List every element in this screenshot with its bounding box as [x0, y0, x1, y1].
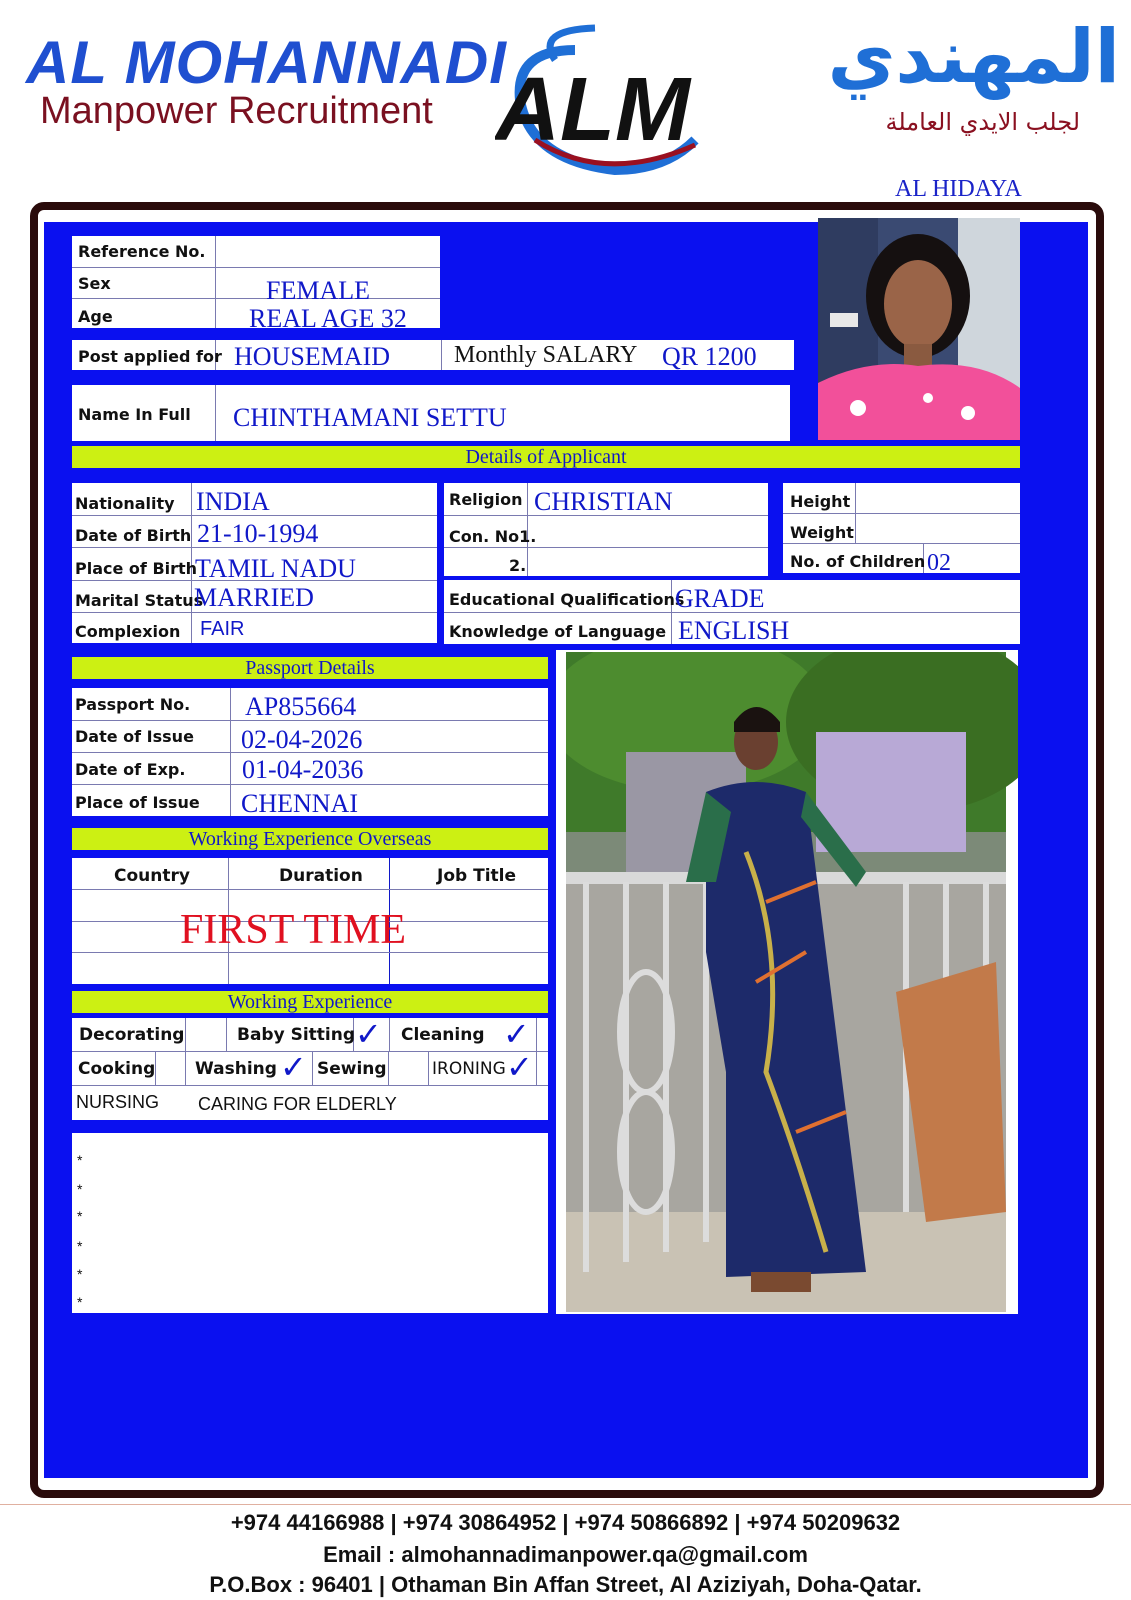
- column-duration: Duration: [279, 866, 363, 886]
- skill-baby-sitting: Baby Sitting: [237, 1025, 356, 1045]
- skill-decorating: Decorating: [79, 1025, 185, 1045]
- post-value: HOUSEMAID: [234, 342, 390, 371]
- column-job-title: Job Title: [437, 866, 516, 886]
- issue-place-value: CHENNAI: [241, 789, 358, 818]
- note-bullet: *: [77, 1152, 83, 1168]
- experience-title-bar: [72, 991, 548, 1013]
- ironing-check-icon: ✓: [506, 1048, 533, 1086]
- salary-label: Monthly SALARY: [454, 342, 638, 368]
- washing-check-icon: ✓: [280, 1048, 307, 1086]
- alm-logo: [495, 20, 730, 180]
- dob-label: Date of Birth: [75, 526, 192, 545]
- skill-sewing: Sewing: [317, 1059, 387, 1079]
- issue-date-value: 02-04-2026: [241, 725, 363, 754]
- experience-title: Working Experience: [227, 991, 393, 1013]
- complexion-label: Complexion: [75, 622, 181, 641]
- sex-label: Sex: [78, 274, 111, 293]
- issue-date-label: Date of Issue: [75, 727, 194, 746]
- con2-label: 2.: [509, 556, 527, 575]
- post-label: Post applied for: [78, 347, 222, 366]
- marital-label: Marital Status: [75, 591, 204, 610]
- dob-value: 21-10-1994: [197, 519, 319, 548]
- language-value: ENGLISH: [678, 616, 790, 645]
- age-value: REAL AGE 32: [249, 304, 407, 333]
- marital-value: MARRIED: [194, 583, 314, 612]
- expiry-date-label: Date of Exp.: [75, 760, 186, 779]
- age-label: Age: [78, 307, 113, 326]
- children-value: 02: [927, 550, 951, 576]
- passport-title: Passport Details: [245, 657, 375, 679]
- note-bullet: *: [77, 1181, 83, 1197]
- overseas-title-bar: [72, 828, 548, 850]
- salary-value: QR 1200: [662, 342, 757, 371]
- skill-ironing: IRONING: [432, 1059, 506, 1079]
- weight-label: Weight: [790, 523, 854, 542]
- details-title: Details of Applicant: [465, 446, 627, 468]
- passport-no-label: Passport No.: [75, 695, 191, 714]
- brand-name-english: AL MOHANNADI: [26, 29, 507, 96]
- footer-address: P.O.Box : 96401 | Othaman Bin Affan Street, Al Aziziyah, Doha-Qatar.: [209, 1572, 922, 1597]
- pob-value: TAMIL NADU: [195, 554, 356, 583]
- agency-name: AL HIDAYA: [895, 176, 1022, 202]
- con1-label: Con. No1.: [449, 527, 537, 546]
- applicant-portrait-photo: [818, 218, 1020, 440]
- passport-title-bar: [72, 657, 548, 679]
- complexion-value: FAIR: [200, 618, 245, 640]
- applicant-full-photo: [556, 650, 1018, 1314]
- footer-divider: [0, 1504, 1131, 1505]
- alm-logo-text: ALM: [495, 60, 690, 160]
- education-label: Educational Qualifications: [449, 590, 685, 609]
- skill-nursing: NURSING: [76, 1092, 160, 1112]
- education-value: GRADE: [675, 584, 765, 613]
- pob-label: Place of Birth: [75, 559, 198, 578]
- footer-email: Email : almohannadimanpower.qa@gmail.com: [323, 1542, 808, 1567]
- notes-box: [72, 1133, 548, 1313]
- skill-washing: Washing: [195, 1059, 277, 1079]
- passport-no-value: AP855664: [245, 692, 357, 721]
- brand-subtitle-arabic: لجلب الايدي العاملة: [885, 108, 1080, 136]
- name-label: Name In Full: [78, 405, 191, 424]
- issue-place-label: Place of Issue: [75, 793, 200, 812]
- skill-caring-for-elderly: CARING FOR ELDERLY: [198, 1094, 397, 1114]
- note-bullet: *: [77, 1294, 83, 1310]
- brand-subtitle: Manpower Recruitment: [40, 90, 433, 132]
- nationality-label: Nationality: [75, 494, 175, 513]
- religion-value: CHRISTIAN: [534, 487, 673, 516]
- skill-cooking: Cooking: [78, 1059, 156, 1079]
- overseas-title: Working Experience Overseas: [188, 828, 432, 850]
- skill-cleaning: Cleaning: [401, 1025, 485, 1045]
- language-label: Knowledge of Language: [449, 622, 667, 641]
- note-bullet: *: [77, 1208, 83, 1224]
- cleaning-check-icon: ✓: [503, 1015, 530, 1053]
- details-title-bar: [72, 446, 1020, 468]
- baby-sitting-check-icon: ✓: [355, 1015, 382, 1053]
- sex-value: FEMALE: [266, 276, 370, 305]
- reference-label: Reference No.: [78, 242, 206, 261]
- note-bullet: *: [77, 1238, 83, 1254]
- first-time-note: FIRST TIME: [180, 907, 406, 953]
- height-label: Height: [790, 492, 851, 511]
- name-value: CHINTHAMANI SETTU: [233, 403, 507, 432]
- religion-label: Religion: [449, 490, 523, 509]
- nationality-value: INDIA: [196, 487, 270, 516]
- children-label: No. of Children: [790, 552, 926, 571]
- note-bullet: *: [77, 1266, 83, 1282]
- column-country: Country: [114, 866, 190, 886]
- brand-name-arabic: المهندي: [827, 14, 1120, 100]
- footer-phones: +974 44166988 | +974 30864952 | +974 50866892 | +974 50209632: [230, 1510, 901, 1535]
- expiry-date-value: 01-04-2036: [242, 755, 364, 784]
